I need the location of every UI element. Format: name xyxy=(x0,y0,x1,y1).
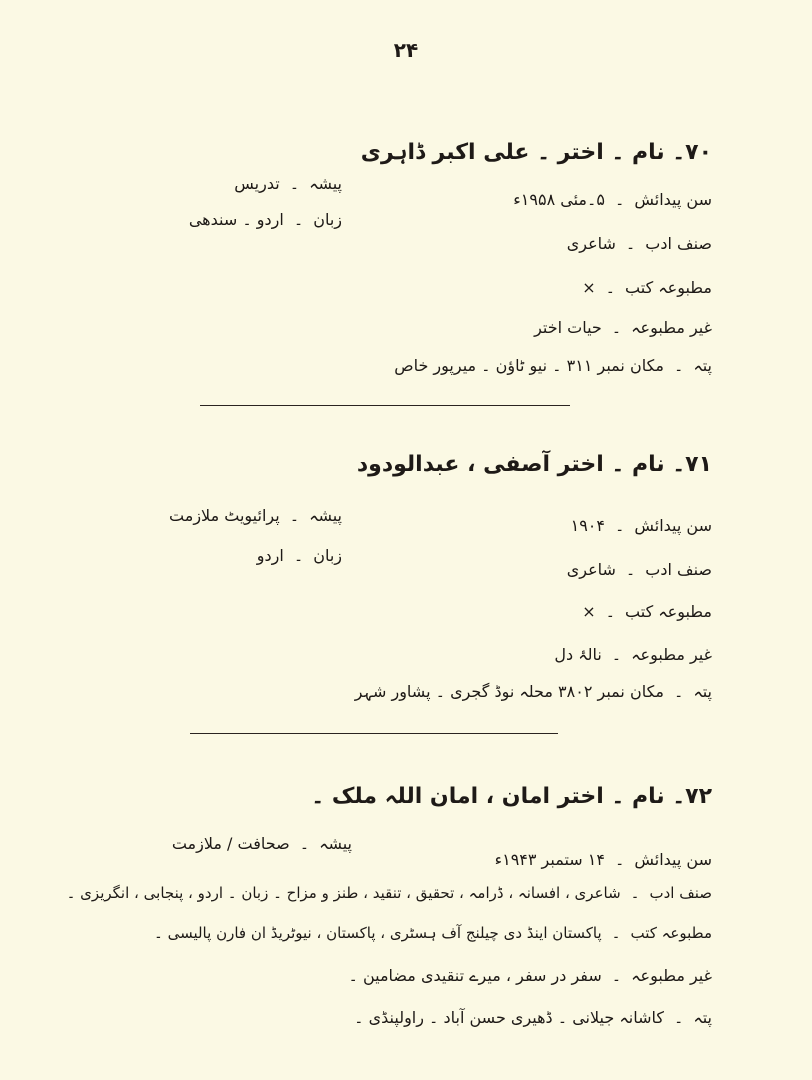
field-label: غیر مطبوعہ xyxy=(631,318,712,337)
field-label: سن پیدائش xyxy=(634,190,712,209)
entry-72-address: پتہ۔کاشانہ جیلانی ۔ ڈھیری حسن آباد ۔ راولپنڈی ۔ xyxy=(354,1008,712,1027)
entry-70-language: زبان۔اردو ۔ سندھی xyxy=(188,210,342,229)
field-label: مطبوعہ کتب xyxy=(625,602,712,621)
entry-70-address: پتہ۔مکان نمبر ۳۱۱ ۔ نیو ٹاؤن ۔ میرپور خاص xyxy=(394,356,712,375)
page-number: ۲۴ xyxy=(393,38,419,62)
entry-71-heading: ۷۱۔ نام ۔ اختر آصفی ، عبدالودود xyxy=(356,452,712,477)
profession-value: صحافت / ملازمت xyxy=(171,834,290,853)
field-label: پتہ xyxy=(693,682,712,701)
entry-71-address: پتہ۔مکان نمبر ۳۸۰۲ محلہ نوڈ گجری ۔ پشاور شہر xyxy=(354,682,712,701)
entry-70-published: مطبوعہ کتب۔× xyxy=(582,278,712,297)
field-value: مکان نمبر ۳۸۰۲ محلہ نوڈ گجری ۔ پشاور شہر xyxy=(354,682,664,701)
entry-72-unpublished: غیر مطبوعہ۔سفر در سفر ، میرے تنقیدی مضامین ۔ xyxy=(348,966,712,985)
entry-71-unpublished: غیر مطبوعہ۔نالۂ دل xyxy=(554,645,712,664)
field-value: مکان نمبر ۳۱۱ ۔ نیو ٹاؤن ۔ میرپور خاص xyxy=(394,356,664,375)
field-value: شاعری ، افسانہ ، ڈرامہ ، تحقیق ، تنقید ، طنز و مزاح ۔ زبان ۔ اردو ، پنجابی ، انگریزی ۔ xyxy=(66,884,621,902)
entry-70-heading: ۷۰۔ نام ۔ اختر ۔ علی اکبر ڈاہری xyxy=(360,140,712,165)
entry-70-unpublished: غیر مطبوعہ۔حیات اختر xyxy=(534,318,712,337)
entry-71-genre: صنف ادب۔شاعری xyxy=(566,560,712,579)
field-value: سفر در سفر ، میرے تنقیدی مضامین ۔ xyxy=(348,966,602,985)
language-value: اردو xyxy=(256,546,284,565)
language-label: زبان xyxy=(313,546,342,565)
entry-72-published: مطبوعہ کتب۔پاکستان اینڈ دی چیلنج آف ہسٹری ، پاکستان ، نیوٹریڈ ان فارن پالیسی ۔ xyxy=(154,924,712,942)
field-value: حیات اختر xyxy=(534,318,602,337)
field-label: غیر مطبوعہ xyxy=(631,966,712,985)
field-value: × xyxy=(582,602,596,621)
field-value: پاکستان اینڈ دی چیلنج آف ہسٹری ، پاکستان ، نیوٹریڈ ان فارن پالیسی ۔ xyxy=(154,924,602,942)
entry-71-birth: سن پیدائش۔۱۹۰۴ xyxy=(570,516,712,535)
profession-label: پیشہ xyxy=(309,506,342,525)
field-label: غیر مطبوعہ xyxy=(631,645,712,664)
entry-72-birth: سن پیدائش۔۱۴ ستمبر ۱۹۴۳ء xyxy=(494,850,712,869)
section-divider xyxy=(200,405,570,406)
field-value: کاشانہ جیلانی ۔ ڈھیری حسن آباد ۔ راولپنڈی ۔ xyxy=(354,1008,664,1027)
entry-72-profession: پیشہ۔صحافت / ملازمت xyxy=(171,834,352,853)
entry-70-profession: پیشہ۔تدریس xyxy=(234,174,342,193)
field-label: مطبوعہ کتب xyxy=(630,924,712,942)
field-label: سن پیدائش xyxy=(634,516,712,535)
field-value: شاعری xyxy=(566,234,616,253)
entry-71-profession: پیشہ۔پرائیویٹ ملازمت xyxy=(169,506,342,525)
section-divider xyxy=(190,733,558,734)
field-label: صنف ادب xyxy=(645,234,712,253)
field-label: صنف ادب xyxy=(645,560,712,579)
entry-70-birth: سن پیدائش۔۵۔مئی ۱۹۵۸ء xyxy=(513,190,712,209)
profession-label: پیشہ xyxy=(319,834,352,853)
field-label: سن پیدائش xyxy=(634,850,712,869)
entry-72-heading: ۷۲۔ نام ۔ اختر امان ، امان اللہ ملک ۔ xyxy=(311,784,712,809)
language-value: اردو ۔ سندھی xyxy=(188,210,284,229)
field-value: ۱۴ ستمبر ۱۹۴۳ء xyxy=(494,850,605,869)
profession-value: پرائیویٹ ملازمت xyxy=(169,506,280,525)
field-value: × xyxy=(582,278,596,297)
field-value: ۱۹۰۴ xyxy=(570,516,605,535)
field-value: ۵۔مئی ۱۹۵۸ء xyxy=(513,190,605,209)
field-label: پتہ xyxy=(693,1008,712,1027)
field-value: شاعری xyxy=(566,560,616,579)
language-label: زبان xyxy=(313,210,342,229)
field-value: نالۂ دل xyxy=(554,645,602,664)
field-label: مطبوعہ کتب xyxy=(625,278,712,297)
profession-value: تدریس xyxy=(234,174,280,193)
entry-71-language: زبان۔اردو xyxy=(256,546,342,565)
entry-71-published: مطبوعہ کتب۔× xyxy=(582,602,712,621)
field-label: پتہ xyxy=(693,356,712,375)
entry-70-genre: صنف ادب۔شاعری xyxy=(566,234,712,253)
entry-72-genre: صنف ادب۔شاعری ، افسانہ ، ڈرامہ ، تحقیق ، تنقید ، طنز و مزاح ۔ زبان ۔ اردو ، پنجابی ، انگریزی ۔ xyxy=(66,884,712,902)
profession-label: پیشہ xyxy=(309,174,342,193)
field-label: صنف ادب xyxy=(649,884,712,902)
